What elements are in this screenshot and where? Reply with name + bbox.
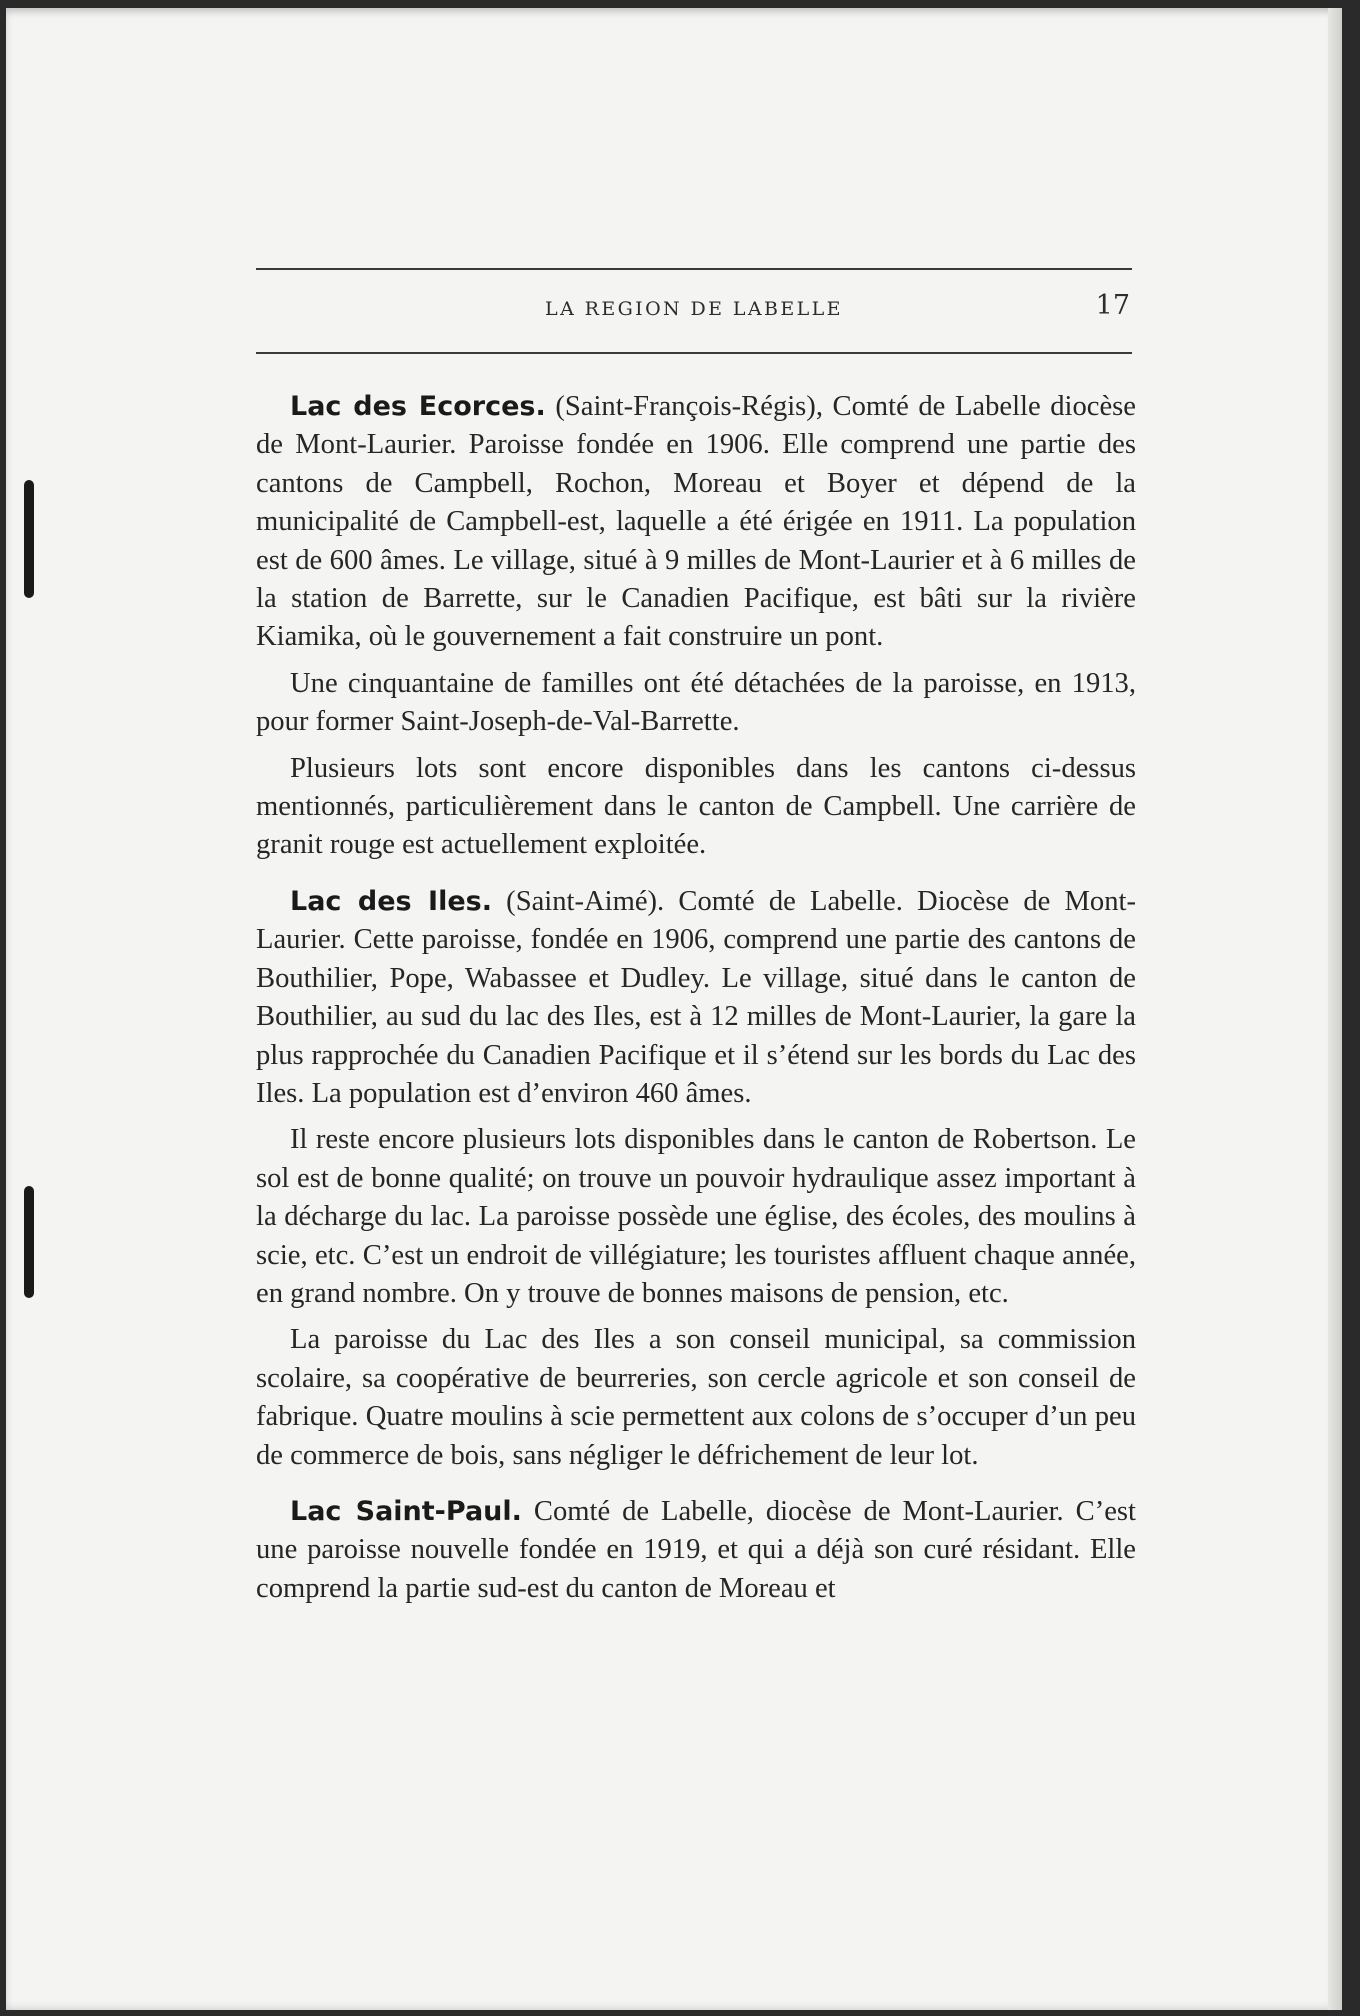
header-rule-bottom <box>256 352 1132 354</box>
paragraph-text: (Saint-Aimé). Comté de Labelle. Diocèse de Mont-Laurier. Cette paroisse, fondée en 1906, comprend une partie des cantons de Bouthilier, Pope, Wabassee et Dudley. Le village, situé dans le canton de Bouthilier, au sud du lac des Iles, est à 12 milles de Mont-Laurier, la gare la plus rapprochée du Canadien Pacifique et il s’étend sur les bords du Lac des Iles. La population est d’environ 460 âmes. <box>256 885 1136 1109</box>
entry-title: Lac des Iles. <box>290 885 492 917</box>
entry-paragraph <box>256 1493 1136 1608</box>
running-title: LA REGION DE LABELLE <box>545 298 843 320</box>
page-edge-shadow <box>1328 8 1342 2010</box>
paragraph-text: Comté de Labelle, diocèse de Mont-Laurier. C’est une paroisse nouvelle fondée en 1919, et qui a déjà son curé résidant. Elle comprend la partie sud-est du canton de Moreau et <box>256 1495 1137 1604</box>
binding-mark <box>24 480 34 598</box>
entry-paragraph <box>256 388 1136 657</box>
entry-paragraph: Il reste encore plusieurs lots disponibles dans le canton de Robertson. Le sol est de bonne qualité; on trouve un pouvoir hydraulique assez important à la décharge du lac. La paroisse possède une église, des écoles, des moulins à scie, etc. C’est un endroit de villégiature; les touristes affluent chaque année, en grand nombre. On y trouve de bonnes maisons de pension, etc. <box>256 1124 1136 1309</box>
page-body <box>256 388 1136 1626</box>
entry-lac-des-ecorces <box>256 388 1136 865</box>
binding-mark <box>24 1186 34 1298</box>
entry-paragraph: La paroisse du Lac des Iles a son conseil municipal, sa commission scolaire, sa coopérative de beurreries, son cercle agricole et son conseil de fabrique. Quatre moulins à scie permettent aux colons de s’occuper d’un peu de commerce de bois, sans négliger le défrichement de leur lot. <box>256 1324 1136 1471</box>
entry-paragraph <box>256 883 1136 1113</box>
entry-lac-des-iles <box>256 883 1136 1475</box>
entry-title: Lac Saint-Paul. <box>290 1495 522 1527</box>
paragraph-text: (Saint-François-Régis), Comté de Labelle diocèse de Mont-Laurier. Paroisse fondée en 1906. Elle comprend une partie des cantons de Campbell, Rochon, Moreau et Boyer et dépend de la municipalité de Campbell-est, laquelle a été érigée en 1911. La population est de 600 âmes. Le village, situé à 9 milles de Mont-Laurier et à 6 milles de la station de Barrette, sur le Canadien Pacifique, est bâti sur la rivière Kiamika, où le gouvernement a fait construire un pont. <box>256 391 1136 653</box>
page-number: 17 <box>1095 290 1130 321</box>
page-header <box>256 268 1132 354</box>
entry-paragraph: Plusieurs lots sont encore disponibles dans les cantons ci-dessus mentionnés, particulièrement dans le canton de Campbell. Une carrière de granit rouge est actuellement exploitée. <box>256 752 1136 861</box>
entry-paragraph: Une cinquantaine de familles ont été détachées de la paroisse, en 1913, pour former Saint-Joseph-de-Val-Barrette. <box>256 667 1136 738</box>
header-rule-top <box>256 268 1132 270</box>
entry-title: Lac des Ecorces. <box>290 391 546 422</box>
entry-lac-saint-paul <box>256 1493 1136 1608</box>
